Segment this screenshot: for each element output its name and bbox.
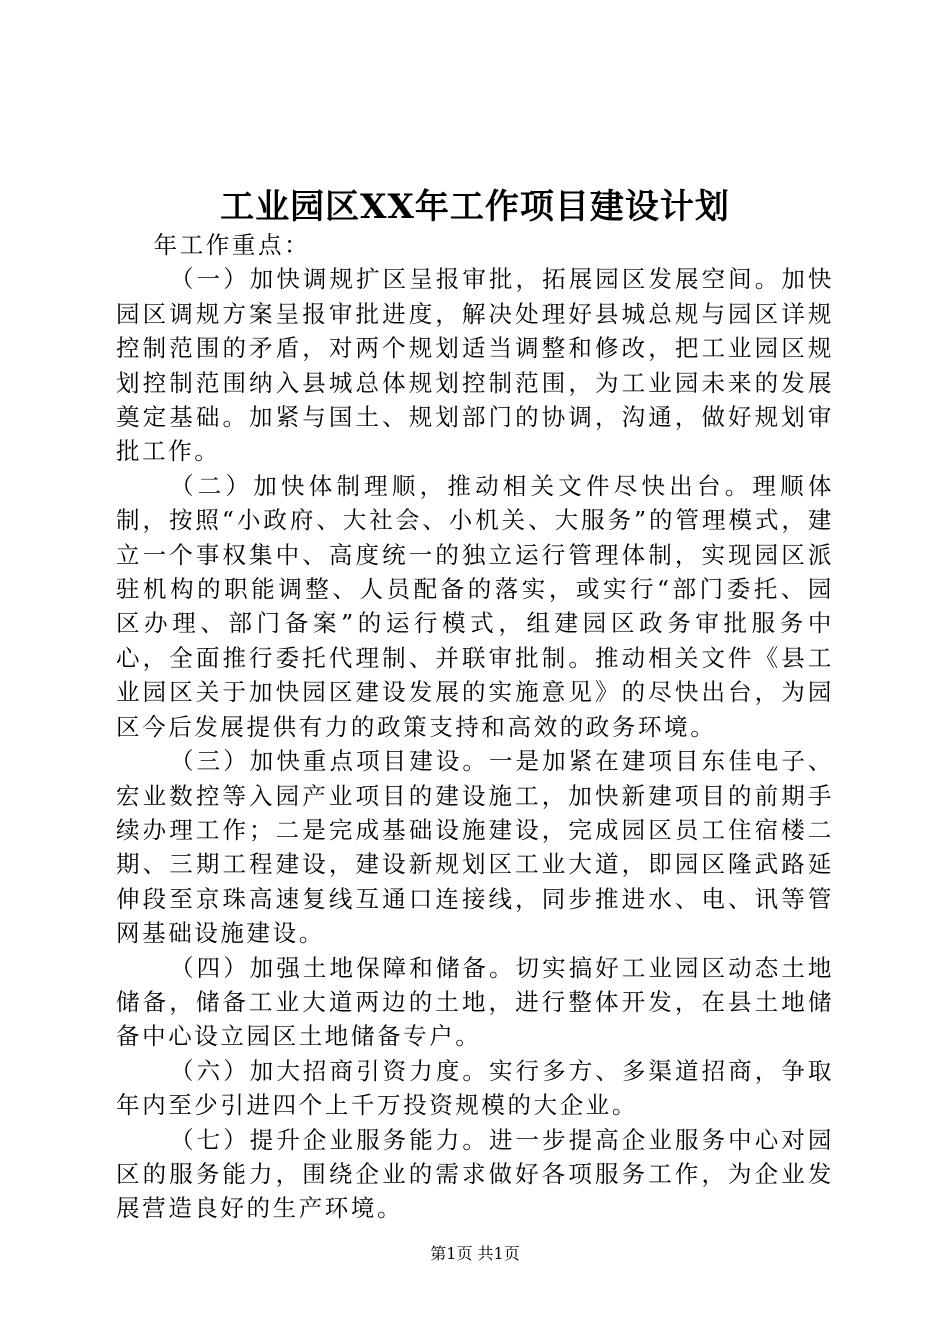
paragraph-6: （七）提升企业服务能力。进一步提高企业服务中心对园区的服务能力，围绕企业的需求做好各项服务工作，为企业发展营造良好的生产环境。 [116,1125,834,1223]
paragraph-3: （三）加快重点项目建设。一是加紧在建项目东佳电子、宏业数控等入园产业项目的建设施工，加快新建项目的前期手续办理工作；二是完成基础设施建设，完成园区员工住宿楼二期、三期工程建设，建设新规划区工业大道，即园区隆武路延伸段至京珠高速复线互通口连接线，同步推进水、电、讯等管网基础设施建设。 [116,747,834,948]
page-footer: 第1页 共1页 [430,1244,520,1263]
paragraph-5: （六）加大招商引资力度。实行多方、多渠道招商，争取年内至少引进四个上千万投资规模的大企业。 [116,1056,834,1120]
section-subheading: 年工作重点： [153,231,311,259]
document-title: 工业园区XX年工作项目建设计划 [220,187,730,227]
paragraph-2: （二）加快体制理顺，推动相关文件尽快出台。理顺体制，按照“小政府、大社会、小机关、大服务”的管理模式，建立一个事权集中、高度统一的独立运行管理体制，实现园区派驻机构的职能调整、人员配备的落实，或实行“部门委托、园区办理、部门备案”的运行模式，组建园区政务审批服务中心，全面推行委托代理制、并联审批制。推动相关文件《县工业园区关于加快园区建设发展的实施意见》的尽快出台，为园区今后发展提供有力的政策支持和高效的政务环境。 [116,471,834,741]
paragraph-4: （四）加强土地保障和储备。切实搞好工业园区动态土地储备，储备工业大道两边的土地，进行整体开发，在县土地储备中心设立园区土地储备专户。 [116,953,834,1051]
document-body [116,228,834,1226]
paragraph-1: （一）加快调规扩区呈报审批，拓展园区发展空间。加快园区调规方案呈报审批进度，解决处理好县城总规与园区详规控制范围的矛盾，对两个规划适当调整和修改，把工业园区规划控制范围纳入县城总体规划控制范围，为工业园未来的发展奠定基础。加紧与国土、规划部门的协调，沟通，做好规划审批工作。 [116,265,834,466]
